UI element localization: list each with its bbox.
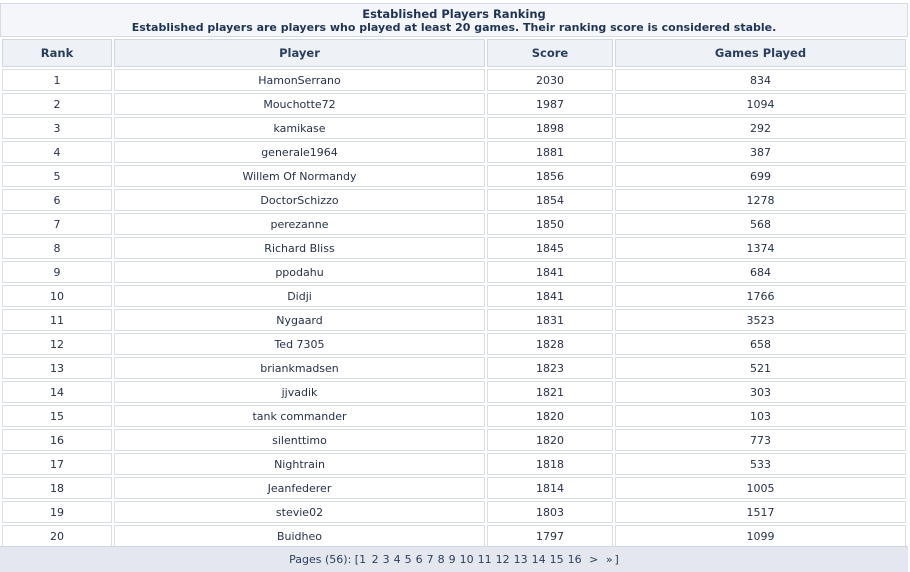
rank-cell: 18 (2, 477, 112, 499)
page-link[interactable]: 8 (437, 553, 445, 566)
table-row (2, 285, 906, 307)
rank-cell: 2 (2, 93, 112, 115)
table-row (2, 477, 906, 499)
table-row (2, 261, 906, 283)
player-cell[interactable]: Ted 7305 (114, 333, 485, 355)
page-link[interactable]: 12 (495, 553, 510, 566)
score-cell: 1856 (487, 165, 613, 187)
games-played-cell: 1094 (615, 93, 906, 115)
games-played-cell: 1374 (615, 237, 906, 259)
games-played-cell: 568 (615, 213, 906, 235)
next-page-link[interactable]: > (589, 553, 599, 566)
table-row (2, 69, 906, 91)
rank-cell: 9 (2, 261, 112, 283)
table-row (2, 93, 906, 115)
page-link[interactable]: 6 (415, 553, 423, 566)
games-played-cell: 3523 (615, 309, 906, 331)
games-played-cell: 773 (615, 429, 906, 451)
rank-cell: 6 (2, 189, 112, 211)
score-cell: 1841 (487, 285, 613, 307)
pagination (0, 546, 908, 572)
games-played-cell: 1005 (615, 477, 906, 499)
page-link[interactable]: 11 (477, 553, 492, 566)
score-cell: 1850 (487, 213, 613, 235)
player-cell[interactable]: perezanne (114, 213, 485, 235)
score-cell: 1823 (487, 357, 613, 379)
table-row (2, 141, 906, 163)
score-cell: 1797 (487, 525, 613, 547)
score-cell: 1987 (487, 93, 613, 115)
score-cell: 1898 (487, 117, 613, 139)
score-cell: 1854 (487, 189, 613, 211)
player-cell[interactable]: ppodahu (114, 261, 485, 283)
table-row (2, 501, 906, 523)
page-link[interactable]: 9 (448, 553, 456, 566)
column-header-score[interactable]: Score (487, 39, 613, 67)
column-header-rank[interactable]: Rank (2, 39, 112, 67)
score-cell: 1841 (487, 261, 613, 283)
table-row (2, 453, 906, 475)
table-row (2, 309, 906, 331)
games-played-cell: 1099 (615, 525, 906, 547)
score-cell: 1820 (487, 429, 613, 451)
player-cell[interactable]: Mouchotte72 (114, 93, 485, 115)
last-page-link[interactable]: » (605, 553, 613, 566)
rank-cell: 10 (2, 285, 112, 307)
ranking-table-body (2, 69, 906, 547)
score-cell: 1881 (487, 141, 613, 163)
player-cell[interactable]: DoctorSchizzo (114, 189, 485, 211)
table-row (2, 405, 906, 427)
games-played-cell: 103 (615, 405, 906, 427)
rank-cell: 12 (2, 333, 112, 355)
pages-close-bracket: ] (614, 553, 619, 566)
page-links (370, 553, 584, 566)
games-played-cell: 1517 (615, 501, 906, 523)
page-title: Established Players Ranking (362, 7, 546, 21)
player-cell[interactable]: tank commander (114, 405, 485, 427)
page-link[interactable]: 5 (404, 553, 412, 566)
table-row (2, 357, 906, 379)
table-row (2, 525, 906, 547)
pages-open-bracket: [ (354, 553, 360, 566)
page-link[interactable]: 16 (567, 553, 582, 566)
games-played-cell: 1766 (615, 285, 906, 307)
table-row (2, 117, 906, 139)
games-played-cell: 699 (615, 165, 906, 187)
player-cell[interactable]: silenttimo (114, 429, 485, 451)
score-cell: 1831 (487, 309, 613, 331)
score-cell: 1820 (487, 405, 613, 427)
rank-cell: 3 (2, 117, 112, 139)
page-link[interactable]: 13 (513, 553, 528, 566)
rank-cell: 14 (2, 381, 112, 403)
column-header-games-played[interactable]: Games Played (615, 39, 906, 67)
score-cell: 1828 (487, 333, 613, 355)
rank-cell: 8 (2, 237, 112, 259)
page-link[interactable]: 4 (393, 553, 401, 566)
games-played-cell: 521 (615, 357, 906, 379)
table-row (2, 333, 906, 355)
player-cell[interactable]: generale1964 (114, 141, 485, 163)
score-cell: 1803 (487, 501, 613, 523)
games-played-cell: 834 (615, 69, 906, 91)
table-row (2, 213, 906, 235)
rank-cell: 5 (2, 165, 112, 187)
games-played-cell: 1278 (615, 189, 906, 211)
rank-cell: 11 (2, 309, 112, 331)
table-row (2, 429, 906, 451)
table-row (2, 237, 906, 259)
player-cell[interactable]: briankmadsen (114, 357, 485, 379)
ranking-table (0, 37, 908, 549)
games-played-cell: 292 (615, 117, 906, 139)
games-played-cell: 303 (615, 381, 906, 403)
score-cell: 1814 (487, 477, 613, 499)
rank-cell: 17 (2, 453, 112, 475)
player-cell[interactable]: Nygaard (114, 309, 485, 331)
player-cell[interactable]: Willem Of Normandy (114, 165, 485, 187)
player-cell[interactable]: HamonSerrano (114, 69, 485, 91)
page-subtitle: Established players are players who played at least 20 games. Their ranking score is considered stable. (131, 21, 777, 34)
score-cell: 2030 (487, 69, 613, 91)
player-cell[interactable]: stevie02 (114, 501, 485, 523)
rank-cell: 13 (2, 357, 112, 379)
games-played-cell: 533 (615, 453, 906, 475)
page-link[interactable]: 2 (371, 553, 379, 566)
games-played-cell: 684 (615, 261, 906, 283)
score-cell: 1821 (487, 381, 613, 403)
rank-cell: 15 (2, 405, 112, 427)
player-cell[interactable]: jjvadik (114, 381, 485, 403)
score-cell: 1818 (487, 453, 613, 475)
player-cell[interactable]: Didji (114, 285, 485, 307)
rank-cell: 1 (2, 69, 112, 91)
player-cell[interactable]: Buidheo (114, 525, 485, 547)
player-cell[interactable]: Jeanfederer (114, 477, 485, 499)
page-link[interactable]: 15 (549, 553, 564, 566)
table-row (2, 381, 906, 403)
table-row (2, 165, 906, 187)
table-row (2, 189, 906, 211)
column-header-player[interactable]: Player (114, 39, 485, 67)
table-header-row (2, 39, 906, 67)
ranking-header (0, 3, 908, 37)
player-cell[interactable]: Richard Bliss (114, 237, 485, 259)
pages-count-label: Pages (56): (289, 553, 352, 566)
rank-cell: 20 (2, 525, 112, 547)
games-played-cell: 658 (615, 333, 906, 355)
page-link[interactable]: 10 (459, 553, 474, 566)
rank-cell: 4 (2, 141, 112, 163)
player-cell[interactable]: kamikase (114, 117, 485, 139)
page-link[interactable]: 3 (382, 553, 390, 566)
rank-cell: 16 (2, 429, 112, 451)
rank-cell: 19 (2, 501, 112, 523)
player-cell[interactable]: Nightrain (114, 453, 485, 475)
current-page: 1 (359, 553, 367, 566)
rank-cell: 7 (2, 213, 112, 235)
score-cell: 1845 (487, 237, 613, 259)
page-link[interactable]: 14 (531, 553, 546, 566)
page-link[interactable]: 7 (426, 553, 434, 566)
games-played-cell: 387 (615, 141, 906, 163)
